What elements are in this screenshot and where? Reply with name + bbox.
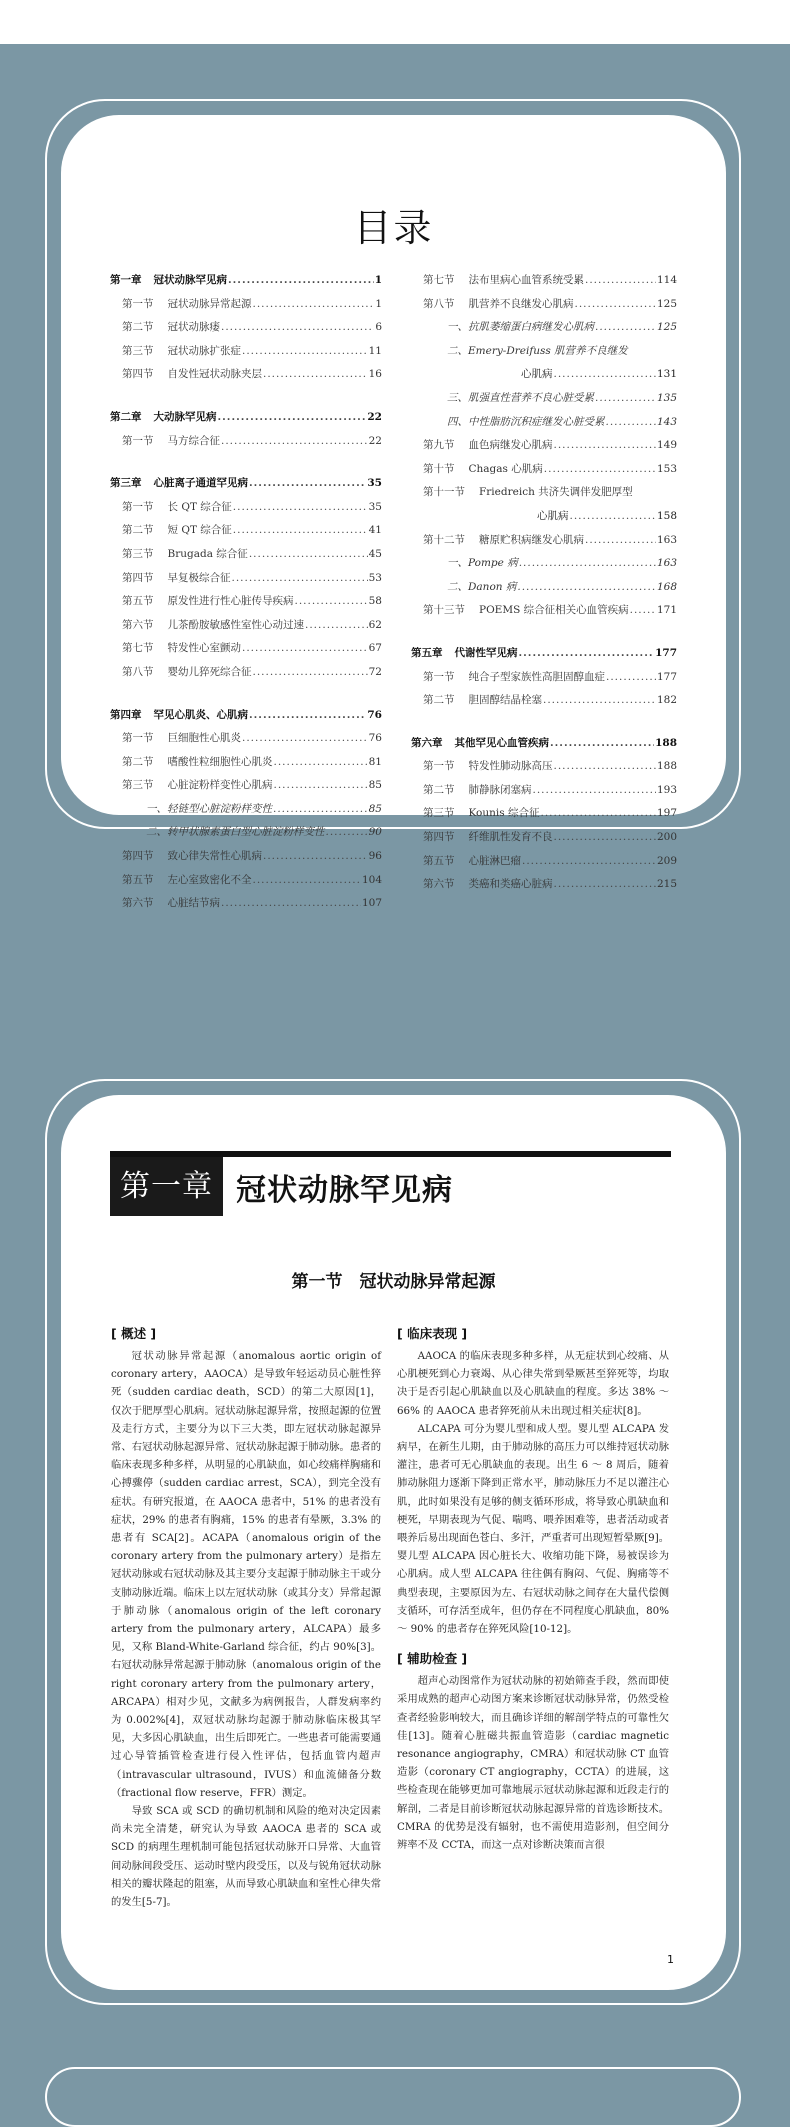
toc-chapter-entry[interactable] bbox=[110, 704, 382, 728]
toc-page-number: 22 bbox=[367, 410, 382, 423]
toc-leader-dots bbox=[221, 316, 374, 340]
toc-leader-dots bbox=[242, 637, 368, 661]
toc-leader-dots bbox=[242, 727, 368, 751]
toc-page-number: 16 bbox=[368, 368, 382, 381]
toc-page-number: 107 bbox=[361, 897, 382, 910]
toc-leader-dots bbox=[570, 505, 656, 529]
toc-entry[interactable] bbox=[411, 387, 677, 411]
toc-leader-dots bbox=[533, 779, 656, 803]
toc-entry-label: 第四节 bbox=[122, 571, 154, 584]
toc-leader-dots bbox=[305, 614, 368, 638]
toc-leader-dots bbox=[606, 666, 656, 690]
toc-page-number: 168 bbox=[656, 580, 677, 593]
toc-page-number: 143 bbox=[656, 415, 677, 428]
toc-entry-title: 冠状动脉罕见病 bbox=[153, 274, 227, 286]
section-title: 第一节 冠状动脉异常起源 bbox=[291, 1272, 496, 1292]
toc-leader-dots bbox=[253, 293, 375, 317]
toc-entry-label: 第十三节 bbox=[423, 604, 465, 617]
toc-entry-title: 其他罕见心血管疾病 bbox=[454, 736, 549, 749]
toc-page-number: 85 bbox=[368, 779, 382, 792]
text-column-right bbox=[397, 1323, 669, 1854]
toc-page-number: 182 bbox=[656, 694, 677, 707]
toc-entry-title: 嗜酸性粒细胞性心肌炎 bbox=[167, 755, 273, 768]
toc-entry[interactable] bbox=[110, 821, 382, 845]
text-column-left bbox=[111, 1323, 381, 1911]
toc-entry-label: 第四节 bbox=[423, 831, 455, 844]
toc-entry-title: 心肌病 bbox=[537, 509, 569, 522]
toc-entry[interactable] bbox=[110, 869, 382, 893]
toc-entry-label: 第二章 bbox=[110, 410, 142, 423]
toc-entry-title: 糖原贮积病继发心肌病 bbox=[479, 533, 584, 546]
toc-page-number: 58 bbox=[368, 595, 382, 608]
toc-chapter-entry[interactable] bbox=[411, 642, 677, 666]
toc-leader-dots bbox=[630, 599, 656, 623]
toc-entry-title: POEMS 综合征相关心血管疾病 bbox=[479, 604, 629, 617]
toc-entry-label: 第二节 bbox=[122, 321, 154, 334]
toc-entry[interactable] bbox=[411, 269, 677, 293]
toc-entry[interactable] bbox=[411, 689, 677, 713]
toc-page-number: 11 bbox=[368, 344, 382, 357]
toc-chapter-entry[interactable] bbox=[411, 732, 677, 756]
toc-entry-label: 第三章 bbox=[110, 477, 142, 490]
toc-leader-dots bbox=[228, 269, 374, 293]
toc-leader-dots bbox=[554, 755, 656, 779]
toc-entry-label: 第十一节 bbox=[423, 486, 465, 499]
toc-page-number: 76 bbox=[368, 732, 382, 745]
toc-leader-dots bbox=[606, 411, 656, 435]
toc-page-number: 90 bbox=[368, 826, 382, 839]
toc-page-number: 62 bbox=[368, 618, 382, 631]
toc-leader-dots bbox=[221, 892, 361, 916]
toc-entry-title: Emery-Dreifuss 肌营养不良继发 bbox=[468, 344, 628, 357]
toc-spacer bbox=[110, 453, 382, 472]
toc-entry-title: 胆固醇结晶栓塞 bbox=[468, 694, 542, 707]
toc-entry[interactable] bbox=[110, 496, 382, 520]
toc-entry-label: 第八节 bbox=[122, 665, 154, 678]
toc-page-number: 125 bbox=[656, 297, 677, 310]
toc-entry-label: 一、 bbox=[447, 321, 468, 334]
toc-leader-dots bbox=[233, 496, 368, 520]
toc-entry[interactable] bbox=[411, 505, 677, 529]
toc-entry[interactable] bbox=[110, 614, 382, 638]
heading-overview: [ 概述 ] bbox=[111, 1326, 157, 1341]
toc-entry-title: 抗肌萎缩蛋白病继发心肌病 bbox=[468, 321, 594, 334]
toc-entry-label: 第五节 bbox=[423, 854, 455, 867]
toc-entry-title: 心脏淀粉样变性心肌病 bbox=[167, 779, 273, 792]
toc-entry-label: 第二节 bbox=[423, 694, 455, 707]
toc-entry-title: 冠状动脉扩张症 bbox=[167, 344, 241, 357]
toc-entry-label: 一、 bbox=[447, 557, 468, 570]
toc-entry-label: 第二节 bbox=[122, 755, 154, 768]
toc-entry[interactable] bbox=[110, 845, 382, 869]
toc-entry[interactable] bbox=[411, 434, 677, 458]
toc-entry-label: 第六节 bbox=[423, 878, 455, 891]
toc-entry-title: 冠状动脉瘘 bbox=[167, 321, 220, 334]
toc-entry[interactable] bbox=[411, 802, 677, 826]
toc-entry[interactable] bbox=[110, 751, 382, 775]
toc-entry-label: 四、 bbox=[447, 415, 468, 428]
toc-entry-label: 第六节 bbox=[122, 897, 154, 910]
toc-entry-title: Friedreich 共济失调伴发肥厚型 bbox=[479, 486, 633, 499]
toc-page-number: 193 bbox=[656, 783, 677, 796]
toc-entry-label: 第一章 bbox=[110, 274, 142, 286]
toc-entry[interactable] bbox=[411, 873, 677, 897]
toc-entry-label: 第四节 bbox=[122, 368, 154, 381]
toc-leader-dots bbox=[519, 642, 655, 666]
toc-page-number: 76 bbox=[367, 708, 382, 721]
toc-entry[interactable] bbox=[411, 552, 677, 576]
toc-page-number: 1 bbox=[374, 274, 382, 286]
toc-leader-dots bbox=[541, 802, 656, 826]
toc-entry-label: 第七节 bbox=[122, 642, 154, 655]
toc-leader-dots bbox=[519, 552, 656, 576]
toc-entry-label: 第三节 bbox=[423, 807, 455, 820]
toc-leader-dots bbox=[233, 519, 368, 543]
toc-entry-label: 第一节 bbox=[423, 670, 455, 683]
chapter-label-box: 第一章 bbox=[110, 1157, 223, 1216]
toc-entry-label: 三、 bbox=[447, 391, 468, 404]
toc-entry-label: 二、 bbox=[447, 580, 468, 593]
toc-entry[interactable] bbox=[411, 576, 677, 600]
paragraph: 超声心动图常作为冠状动脉的初始筛查手段，然而即使采用成熟的超声心动图方案来诊断冠状动脉异常，仍然受检查者经验影响较大，而且确诊详细的解剖学特点的可靠性欠佳[13]。随着心脏磁共振血管造影（cardiac magnetic resonance angiography，CMRA）和冠状动脉 CT 血管造影（coronary CT angiography，CCTA）的进展，这些检查现在能够更加可靠地展示冠状动脉起源和近段走行的解剖，二者是目前诊断冠状动脉起源异常的首选诊断技术。CMRA 的优势是没有辐射，也不需使用造影剂，但空间分辨率不及 CCTA，而这一点对诊断决策而言很 bbox=[397, 1675, 669, 1852]
page-frame-outline bbox=[45, 2067, 741, 2127]
toc-entry-title: 左心室致密化不全 bbox=[167, 873, 252, 886]
paragraph: AAOCA 的临床表现多种多样，从无症状到心绞痛、从心肌梗死到心力衰竭、从心律失常到晕厥甚至猝死等，均取决于是否引起心肌缺血以及心肌缺血的程度。多达 38% ～ 66% 的 AAOCA 患者猝死前从未出现过相关症状[8]。 bbox=[397, 1350, 669, 1417]
toc-left-column bbox=[110, 269, 382, 916]
toc-entry-label: 第一节 bbox=[122, 434, 154, 447]
toc-page-number: 177 bbox=[655, 646, 677, 659]
toc-page-number: 35 bbox=[367, 477, 382, 490]
toc-page-number: 131 bbox=[656, 368, 677, 381]
toc-page-number: 104 bbox=[361, 873, 382, 886]
paragraph: 冠状动脉异常起源（anomalous aortic origin of coronary artery，AAOCA）是导致年轻运动员心脏性猝死（sudden cardiac death，SCD）的第二大原因[1]，仅次于肥厚型心肌病。冠状动脉起源异常，按照起源的位置及走行方式，主要分为以下三大类，即左冠状动脉起源异常、右冠状动脉起源异常、冠状动脉起源于肺动脉。患者的临床表现多种多样，从明显的心肌缺血，如心绞痛样胸痛和心搏骤停（sudden cardiac arrest，SCA），到完全没有症状。有研究报道，在 AAOCA 患者中，51% 的患者没有症状，29% 的患者有胸痛，15% 的患者有晕厥，3.3% 的患者有 SCA[2]。ACAPA（anomalous origin of the coronary artery from the pulmonary artery）是指左冠状动脉或右冠状动脉及其主要分支起源于肺动脉主干或分支肺动脉近端。临床上以左冠状动脉（或其分支）异常起源于肺动脉（anomalous origin of the left coronary artery from the pulmonary artery，ALCAPA）最多见，又称 Bland-White-Garland 综合征，约占 90%[3]。右冠状动脉异常起源于肺动脉（anomalous origin of the right coronary artery from the pulmonary artery，ARCAPA）相对少见，文献多为病例报告，人群发病率约为 0.002%[4]，双冠状动脉均起源于肺动脉临床极其罕见，大多因心肌缺血，出生后即死亡。一些患者可能需要通过心导管插管检查进行侵入性评估，包括血管内超声（intravascular ultrasound，IVUS）和血流储备分数（fractional flow reserve，FFR）测定。 bbox=[111, 1350, 381, 1799]
toc-entry[interactable] bbox=[411, 529, 677, 553]
toc-entry-label: 第三节 bbox=[122, 779, 154, 792]
toc-leader-dots bbox=[249, 472, 366, 496]
toc-entry-title: 类癌和类癌心脏病 bbox=[468, 878, 553, 891]
toc-entry-title: 轻链型心脏淀粉样变性 bbox=[167, 802, 272, 815]
toc-entry-title: 自发性冠状动脉夹层 bbox=[167, 368, 262, 381]
toc-entry-label: 第一节 bbox=[423, 760, 455, 773]
toc-entry-title: 特发性肺动脉高压 bbox=[468, 760, 553, 773]
toc-entry-title: 特发性心室颤动 bbox=[167, 642, 241, 655]
chapter-title: 冠状动脉罕见病 bbox=[236, 1173, 453, 1208]
heading-clinical: [ 临床表现 ] bbox=[397, 1326, 468, 1341]
toc-leader-dots bbox=[273, 798, 368, 822]
toc-leader-dots bbox=[249, 543, 368, 567]
toc-page-number: 215 bbox=[656, 878, 677, 891]
toc-page-number: 96 bbox=[368, 850, 382, 863]
toc-page-number: 6 bbox=[375, 321, 382, 334]
toc-page-number: 53 bbox=[368, 571, 382, 584]
toc-entry-label: 第三节 bbox=[122, 344, 154, 357]
toc-entry-label: 第五章 bbox=[411, 646, 443, 659]
toc-spacer bbox=[411, 623, 677, 642]
toc-page-number: 163 bbox=[656, 557, 677, 570]
toc-entry-title: 转甲状腺素蛋白型心脏淀粉样变性 bbox=[167, 826, 325, 839]
top-margin bbox=[0, 0, 790, 44]
toc-entry[interactable] bbox=[110, 519, 382, 543]
toc-entry[interactable] bbox=[110, 340, 382, 364]
toc-leader-dots bbox=[263, 845, 368, 869]
toc-entry-label: 第二节 bbox=[423, 783, 455, 796]
toc-entry[interactable] bbox=[411, 458, 677, 482]
toc-leader-dots bbox=[595, 316, 656, 340]
toc-chapter-entry[interactable] bbox=[110, 269, 382, 293]
toc-entry[interactable] bbox=[411, 293, 677, 317]
toc-page-number: 67 bbox=[368, 642, 382, 655]
toc-entry-title: 中性脂肪沉积症继发心脏受累 bbox=[468, 415, 605, 428]
toc-entry-title: Chagas 心肌病 bbox=[468, 462, 543, 475]
toc-entry-label: 第五节 bbox=[122, 873, 154, 886]
toc-entry-label: 二、 bbox=[146, 826, 167, 839]
toc-entry[interactable] bbox=[110, 430, 382, 454]
toc-entry[interactable] bbox=[411, 481, 677, 505]
toc-page bbox=[61, 115, 726, 910]
toc-leader-dots bbox=[554, 873, 656, 897]
toc-entry-title: 儿茶酚胺敏感性室性心动过速 bbox=[167, 618, 304, 631]
toc-entry[interactable] bbox=[110, 892, 382, 916]
toc-entry-title: 致心律失常性心肌病 bbox=[167, 850, 262, 863]
toc-entry[interactable] bbox=[411, 666, 677, 690]
toc-page-number: 177 bbox=[656, 670, 677, 683]
toc-page-number: 72 bbox=[368, 665, 382, 678]
toc-leader-dots bbox=[575, 293, 656, 317]
toc-entry-label: 第八节 bbox=[423, 297, 455, 310]
toc-entry-label: 第一节 bbox=[122, 732, 154, 745]
toc-page-number: 149 bbox=[656, 439, 677, 452]
toc-title: 目录 bbox=[353, 206, 434, 250]
toc-leader-dots bbox=[522, 850, 656, 874]
toc-leader-dots bbox=[554, 826, 656, 850]
toc-chapter-entry[interactable] bbox=[110, 406, 382, 430]
toc-leader-dots bbox=[595, 387, 656, 411]
toc-page-number: 158 bbox=[656, 509, 677, 522]
toc-entry-title: 早复极综合征 bbox=[167, 571, 231, 584]
toc-leader-dots bbox=[249, 704, 366, 728]
toc-entry-title: 肺静脉闭塞病 bbox=[468, 783, 532, 796]
toc-leader-dots bbox=[263, 363, 368, 387]
toc-page-number: 81 bbox=[368, 755, 382, 768]
toc-entry-label: 第五节 bbox=[122, 595, 154, 608]
toc-page-number: 22 bbox=[368, 434, 382, 447]
page-number: 1 bbox=[667, 1953, 674, 1966]
toc-page-number: 171 bbox=[656, 604, 677, 617]
toc-entry-title: 纯合子型家族性高胆固醇血症 bbox=[468, 670, 605, 683]
toc-entry[interactable] bbox=[110, 293, 382, 317]
toc-page-number: 200 bbox=[656, 831, 677, 844]
toc-entry[interactable] bbox=[411, 850, 677, 874]
toc-entry[interactable] bbox=[110, 661, 382, 685]
toc-entry-title: 心脏离子通道罕见病 bbox=[153, 477, 248, 490]
toc-page-number: 125 bbox=[656, 321, 677, 334]
toc-entry[interactable] bbox=[411, 316, 677, 340]
toc-page-number: 163 bbox=[656, 533, 677, 546]
toc-leader-dots bbox=[543, 689, 656, 713]
toc-entry[interactable] bbox=[411, 411, 677, 435]
toc-entry-title: Danon 病 bbox=[468, 580, 517, 593]
paragraph: 导致 SCA 或 SCD 的确切机制和风险的绝对决定因素尚未完全清楚，研究认为导致 AAOCA 患者的 SCA 或 SCD 的病理生理机制可能包括冠状动脉开口异常、大血管间动脉间段受压、运动时壁内段受压，以及与锐角冠状动脉相关的瓣状隆起的阻塞，从而导致心肌缺血和室性心律失常的发生[5-7]。 bbox=[111, 1805, 381, 1909]
toc-entry[interactable] bbox=[411, 363, 677, 387]
toc-entry-title: 血色病继发心肌病 bbox=[468, 439, 553, 452]
toc-entry-title: 原发性进行性心脏传导疾病 bbox=[167, 595, 294, 608]
toc-entry-title: 长 QT 综合征 bbox=[167, 500, 232, 513]
toc-entry-title: 马方综合征 bbox=[167, 434, 220, 447]
toc-leader-dots bbox=[253, 869, 361, 893]
toc-entry-label: 第七节 bbox=[423, 274, 455, 286]
toc-entry-title: 短 QT 综合征 bbox=[167, 524, 232, 537]
toc-entry-title: 心肌病 bbox=[521, 368, 553, 381]
toc-entry-title: 肌营养不良继发心肌病 bbox=[468, 297, 574, 310]
toc-entry-title: Brugada 综合征 bbox=[167, 547, 248, 560]
toc-entry-title: 冠状动脉异常起源 bbox=[167, 297, 252, 310]
toc-page-number: 35 bbox=[368, 500, 382, 513]
toc-entry-title: 婴幼儿猝死综合征 bbox=[167, 665, 252, 678]
toc-entry-title: 罕见心肌炎、心肌病 bbox=[153, 708, 248, 721]
toc-chapter-entry[interactable] bbox=[110, 472, 382, 496]
toc-entry[interactable] bbox=[110, 363, 382, 387]
toc-page-number: 45 bbox=[368, 547, 382, 560]
toc-page-number: 114 bbox=[656, 274, 677, 286]
toc-entry-label: 第四节 bbox=[122, 850, 154, 863]
toc-entry-title: Pompe 病 bbox=[468, 557, 518, 570]
toc-leader-dots bbox=[326, 821, 368, 845]
toc-leader-dots bbox=[550, 732, 654, 756]
toc-entry-label: 第四章 bbox=[110, 708, 142, 721]
toc-page-number: 85 bbox=[368, 802, 382, 815]
toc-leader-dots bbox=[517, 576, 656, 600]
toc-entry-title: 大动脉罕见病 bbox=[153, 410, 217, 423]
toc-entry-label: 第六章 bbox=[411, 736, 443, 749]
toc-leader-dots bbox=[218, 406, 367, 430]
toc-entry-label: 第九节 bbox=[423, 439, 455, 452]
toc-entry-title: 心脏结节病 bbox=[167, 897, 220, 910]
toc-leader-dots bbox=[295, 590, 368, 614]
toc-entry[interactable] bbox=[411, 599, 677, 623]
toc-page-number: 188 bbox=[656, 760, 677, 773]
toc-spacer bbox=[110, 685, 382, 704]
toc-leader-dots bbox=[232, 567, 368, 591]
toc-right-column bbox=[411, 269, 677, 897]
toc-entry[interactable] bbox=[110, 543, 382, 567]
paragraph: ALCAPA 可分为婴儿型和成人型。婴儿型 ALCAPA 发病早，在新生儿期，由于肺动脉的高压力可以维持冠状动脉灌注，患者可无心肌缺血的表现。出生 6 ～ 8 周后，随着肺动脉阻力逐渐下降到正常水平，肺动脉压力不足以灌注心肌，此时如果没有足够的侧支循环形成，将导致心肌缺血和梗死，早期表现为气促、喘鸣、喂养困难等，患者活动或者喂养后易出现面色苍白、多汗，严重者可出现短暂晕厥[9]。婴儿型 ALCAPA 因心脏长大、收缩功能下降，易被误诊为心肌病。成人型 ALCAPA 往往偶有胸闷、气促、胸痛等不典型表现，主要原因为左、右冠状动脉之间存在大量代偿侧支循环，可存活至成年，但仍存在不同程度心肌缺血，80% ～ 90% 的患者存在猝死风险[10-12]。 bbox=[397, 1422, 670, 1636]
toc-page-number: 41 bbox=[368, 524, 382, 537]
toc-entry[interactable] bbox=[411, 826, 677, 850]
toc-page-number: 1 bbox=[375, 297, 382, 310]
toc-entry-label: 第十节 bbox=[423, 462, 455, 475]
toc-entry-title: 代谢性罕见病 bbox=[454, 646, 518, 659]
toc-entry-label: 第十二节 bbox=[423, 533, 465, 546]
chapter-page bbox=[61, 1095, 726, 1990]
toc-entry-title: 巨细胞性心肌炎 bbox=[167, 732, 241, 745]
toc-entry[interactable] bbox=[411, 340, 677, 364]
toc-page-number: 135 bbox=[656, 391, 677, 404]
heading-auxiliary-exam: [ 辅助检查 ] bbox=[397, 1651, 468, 1667]
toc-spacer bbox=[110, 387, 382, 406]
toc-entry-label: 第六节 bbox=[122, 618, 154, 631]
toc-entry-title: 法布里病心血管系统受累 bbox=[468, 274, 584, 286]
toc-leader-dots bbox=[585, 529, 656, 553]
toc-entry-label: 第一节 bbox=[122, 500, 154, 513]
toc-entry[interactable] bbox=[110, 637, 382, 661]
toc-entry-label: 第三节 bbox=[122, 547, 154, 560]
toc-page-number: 188 bbox=[655, 736, 677, 749]
toc-entry-title: 心脏淋巴瘤 bbox=[468, 854, 521, 867]
toc-entry[interactable] bbox=[110, 798, 382, 822]
toc-leader-dots bbox=[554, 434, 656, 458]
toc-page-number: 197 bbox=[656, 807, 677, 820]
toc-entry-title: 肌强直性营养不良心脏受累 bbox=[468, 391, 594, 404]
toc-entry[interactable] bbox=[110, 567, 382, 591]
toc-entry[interactable] bbox=[411, 755, 677, 779]
toc-page-number: 153 bbox=[656, 462, 677, 475]
toc-leader-dots bbox=[274, 751, 368, 775]
toc-entry[interactable] bbox=[411, 779, 677, 803]
toc-spacer bbox=[411, 713, 677, 732]
toc-leader-dots bbox=[253, 661, 368, 685]
toc-leader-dots bbox=[544, 458, 656, 482]
toc-entry[interactable] bbox=[110, 590, 382, 614]
toc-entry[interactable] bbox=[110, 316, 382, 340]
toc-leader-dots bbox=[554, 363, 656, 387]
toc-leader-dots bbox=[585, 269, 656, 293]
toc-entry-label: 第一节 bbox=[122, 297, 154, 310]
toc-entry-label: 一、 bbox=[146, 802, 167, 815]
toc-leader-dots bbox=[274, 774, 368, 798]
toc-entry[interactable] bbox=[110, 774, 382, 798]
toc-entry-title: Kounis 综合征 bbox=[468, 807, 540, 820]
toc-entry-label: 第二节 bbox=[122, 524, 154, 537]
toc-entry-title: 纤维肌性发育不良 bbox=[468, 831, 553, 844]
toc-leader-dots bbox=[242, 340, 368, 364]
toc-entry[interactable] bbox=[110, 727, 382, 751]
toc-leader-dots bbox=[221, 430, 368, 454]
toc-page-number: 209 bbox=[656, 854, 677, 867]
toc-entry-label: 二、 bbox=[447, 344, 468, 357]
